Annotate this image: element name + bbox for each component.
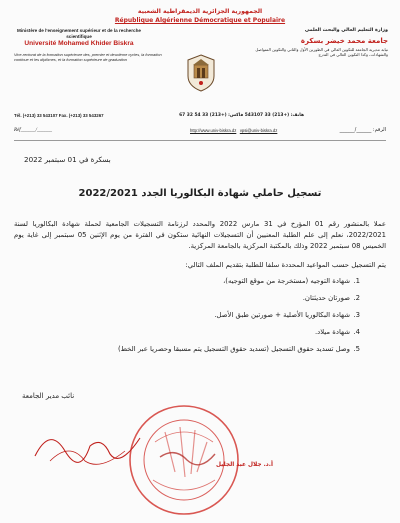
university-name-french: Université Mohamed Khider Biskra xyxy=(24,40,134,48)
website-link[interactable]: http://www.univ-biskra.dz xyxy=(190,128,237,133)
document-date: بسكرة في 01 سبتمبر 2022 xyxy=(24,155,111,164)
requirements-intro: يتم التسجيل حسب المواعيد المحددة سلفا للطلبة بتقديم الملف التالي: xyxy=(185,261,386,269)
email-link[interactable]: vpsi@univ-biskra.dz xyxy=(239,128,278,133)
republic-name-french: République Algérienne Démocratique et Populaire xyxy=(114,17,286,24)
university-logo-icon xyxy=(186,54,216,92)
announcement-paragraph: عملا بالمنشور رقم 01 المؤرخ في 31 مارس 2022 والمحدد لرزنامة التسجيلات الجامعية لحملة شهادة البكالوريا لسنة 2022/2021، نعلم إلى علم الطلبة المعنيين أن التسجيلات النهائية ستكون في الفترة من يوم الإثنين 05 سبتمبر إلى غاية يوم الخميس 08 سبتمبر 2022 وذلك بالمكتبة المركزية بالجامعة المركزية. xyxy=(14,220,387,250)
header-divider xyxy=(14,140,386,141)
document-title: تسجيل حاملي شهادة البكالوريا الجدد 2022/2021 xyxy=(78,188,322,199)
ministry-name-arabic: وزارة التعليم العالي والبحث العلمي xyxy=(304,28,388,33)
phone-fax-french: Tél. (+213) 33 543107 Fax. (+213) 33 543267 xyxy=(14,113,104,118)
contact-links xyxy=(190,128,277,133)
vice-rectorat-arabic: نيابة مديرية الجامعة للتكوين العالي في الطورين الأول والثاني والتكوين المتواصل والشهادات، وكذا التكوين العالي في التدرج xyxy=(255,47,388,57)
list-item: 4. شهادة ميلاد. xyxy=(314,328,360,336)
ministry-name-french: Ministère de l'enseignement supérieur et de la recherche scientifique xyxy=(17,28,141,39)
reference-arabic: الرقم: ______/______ xyxy=(339,127,386,133)
letterhead-arabic-block xyxy=(238,28,388,57)
reference-french: Réf______/______ xyxy=(14,128,53,133)
list-item: 2. صورتان حديثتان. xyxy=(302,294,360,302)
letterhead-french-block xyxy=(14,28,184,63)
signatory-name: أ.د. جلال عبد الجليل xyxy=(216,462,273,468)
vice-rectorat-french: Vice-rectorat de la formation supérieure des, premier et deuxième cycles, la formation continue et les diplômes, et la formation supérieure de graduation xyxy=(14,52,162,62)
signatory-title: نائب مدير الجامعة xyxy=(22,392,75,400)
list-item: 5. وصل تسديد حقوق التسجيل (تسديد حقوق التسجيل يتم مسبقا وحصريا عبر الخط) xyxy=(117,345,360,353)
list-item: 3. شهادة البكالوريا الأصلية + صورتين طبق الأصل. xyxy=(214,311,360,319)
phone-fax-arabic: هاتف: (+213) 33 543107 فاكس: (+213) 33 54 32 67 xyxy=(179,113,304,118)
requirements-list xyxy=(14,276,386,361)
republic-name-arabic: الجمهورية الجزائرية الديمقراطية الشعبية xyxy=(137,8,263,15)
signature-scribble-icon xyxy=(30,416,150,476)
university-name-arabic: جامعة محمد خيضر بسكرة xyxy=(300,37,388,45)
list-item: 1. شهادة التوجيه (مستخرجة من موقع التوجيه)، xyxy=(223,277,360,285)
